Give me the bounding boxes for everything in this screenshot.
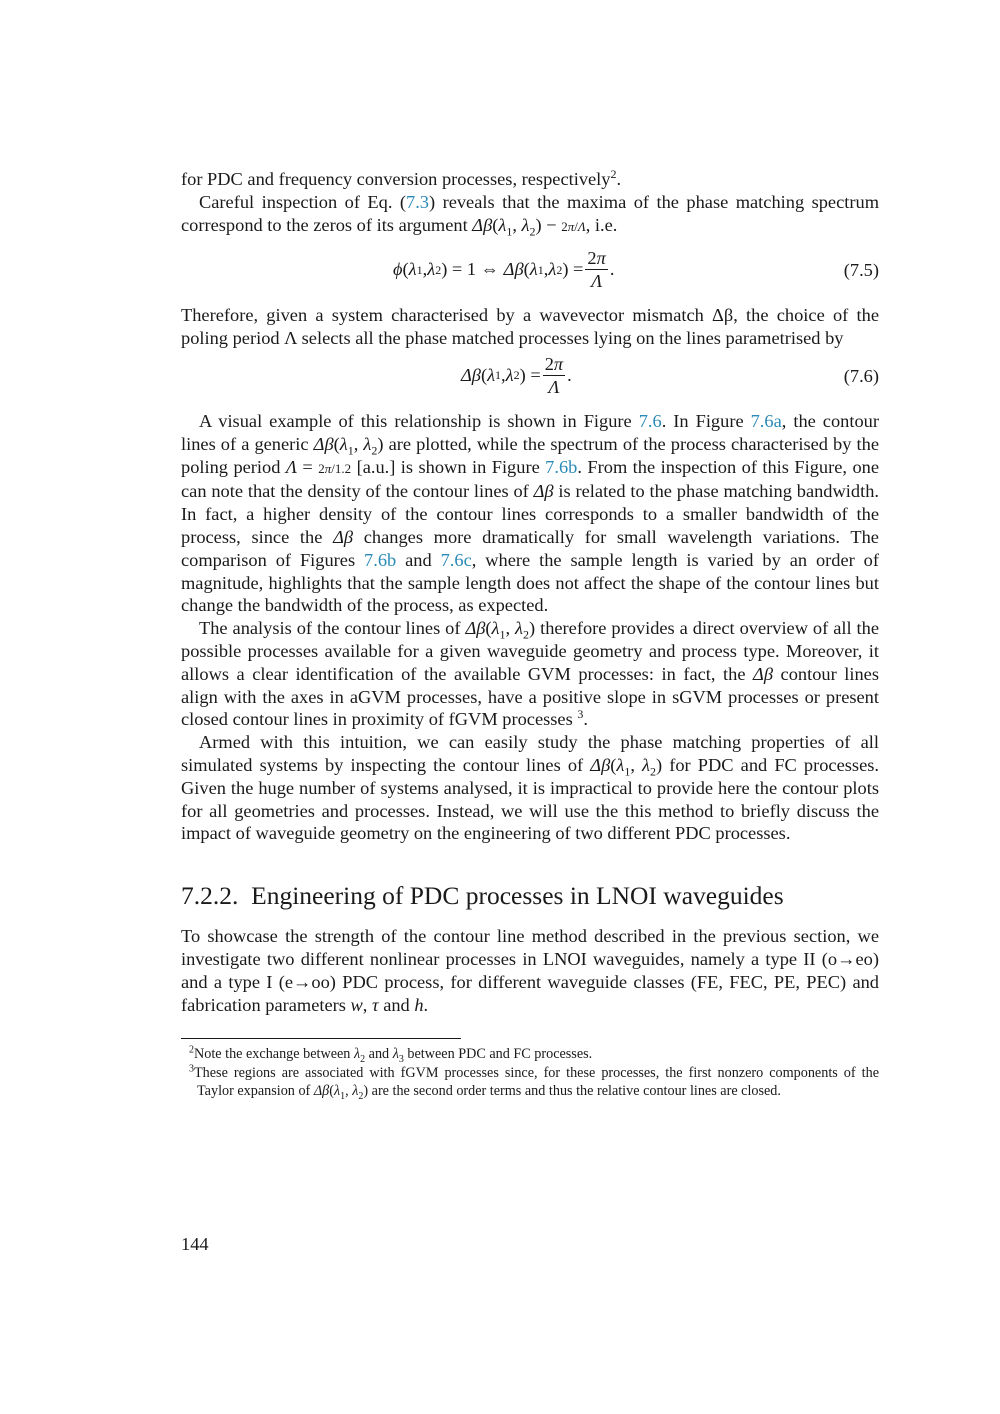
paragraph-showcase: To showcase the strength of the contour line method described in the previous section, we investigate two different nonlinear processes in LNOI waveguides, namely a type II (o→eo) and a type I (e→oo) PDC process, for different waveguide classes (FE, FEC, PE, PEC) and fabrication parameters w, τ and h. bbox=[181, 926, 879, 1015]
figure-link-7-6a[interactable]: 7.6a bbox=[750, 410, 782, 431]
equation-number: (7.6) bbox=[843, 365, 879, 386]
footnote-ref-2[interactable]: 2 bbox=[610, 166, 617, 181]
paragraph-armed: Armed with this intuition, we can easily study the phase matching properties of all simulated systems by inspecting the contour lines of $\Delta\beta(\lambda_1$, $\lambda_2$) for PDC and FC processes. Given the huge number of systems analysed, it is impractical to provide here the contour plots for all geometries and processes. Instead, we will use the this method to briefly discuss the impact of waveguide geometry on the engineering of two different PDC processes. bbox=[181, 732, 879, 844]
paragraph-therefore: Therefore, given a system characterised by a wavevector mismatch Δβ, the choice of the poling period Λ selects all the phase matched processes lying on the lines parametrised by bbox=[181, 305, 879, 349]
page-body bbox=[181, 168, 879, 1100]
paragraph-intro: for PDC and frequency conversion processes, respectively$^2$. bbox=[181, 166, 622, 189]
footnote-2: $^2$Note the exchange between $\lambda_2$ and $\lambda_3$ between PDC and FC processes. bbox=[189, 1044, 593, 1066]
equation-number: (7.5) bbox=[843, 260, 879, 281]
figure-link-7-6b-2[interactable]: 7.6b bbox=[364, 549, 397, 570]
footnote-3: $^3$These regions are associated with fGVM processes since, for these processes, the first nonzero components of the Taylor expansion of $\Delta\beta(\lambda_1$, $\lambda_2$) are the second order terms and thus the relative contour lines are closed. bbox=[189, 1062, 879, 1102]
equation-7-5: ϕ ( λ 1 , λ 2 ) = 1 ⇔ Δβ ( λ 1 , λ 2 ) = $\frac{2\pi}{\Lambda}$ . (7.5) bbox=[393, 248, 879, 292]
footnote-rule bbox=[181, 1038, 461, 1039]
section-heading: 7.2.2. Engineering of PDC processes in LNOI waveguides bbox=[181, 881, 784, 911]
figure-link-7-6b[interactable]: 7.6b bbox=[545, 456, 578, 477]
figure-link-7-6[interactable]: 7.6 bbox=[638, 410, 662, 431]
paragraph-analysis: The analysis of the contour lines of $\Delta\beta(\lambda_1$, $\lambda_2$) therefore provides a direct overview of all the possible processes available for a given waveguide geometry and process type. Moreover, it allows a clear identification of the available GVM processes: in fact, the Δβ contour lines align with the axes in aGVM processes, have a positive slope in sGVM processes or present closed contour lines in proximity of fGVM processes $^3$. bbox=[181, 618, 879, 730]
footnote-ref-3[interactable]: 3 bbox=[577, 707, 584, 722]
equation-7-6: Δβ ( λ 1 , λ 2 ) = $\frac{2\pi}{\Lambda}$ . (7.6) bbox=[461, 353, 879, 397]
figure-link-7-6c[interactable]: 7.6c bbox=[440, 549, 472, 570]
eq-link-7-3[interactable]: 7.3 bbox=[406, 191, 429, 212]
paragraph-visual-example: A visual example of this relationship is shown in Figure 7.6. In Figure 7.6a, the contour lines of a generic $\Delta\beta(\lambda_1$, $\lambda_2$) are plotted, while the spectrum of the process characterised by the poling period Λ = 2π/1.2 [a.u.] is shown in Figure 7.6b. From the inspection of this Figure, one can note that the density of the contour lines of Δβ is related to the phase matching bandwidth. In fact, a higher density of the contour lines corresponds to a smaller bandwidth of the process, since the Δβ changes more dramatically for small wavelength variations. The comparison of Figures 7.6b and 7.6c, where the sample length is varied by an order of magnitude, highlights that the sample length does not affect the shape of the contour lines but change the bandwidth of the process, as expected. bbox=[181, 410, 879, 616]
page-number: 144 bbox=[181, 1234, 209, 1254]
paragraph-inspection: Careful inspection of Eq. (7.3) reveals that the maxima of the phase matching spectrum correspond to the zeros of its argument $\Delta\beta(\lambda_1$, $\lambda_2) - 2\pi/\Lambda$, i.e. bbox=[181, 191, 879, 239]
math-inline: Δβ bbox=[472, 214, 493, 235]
